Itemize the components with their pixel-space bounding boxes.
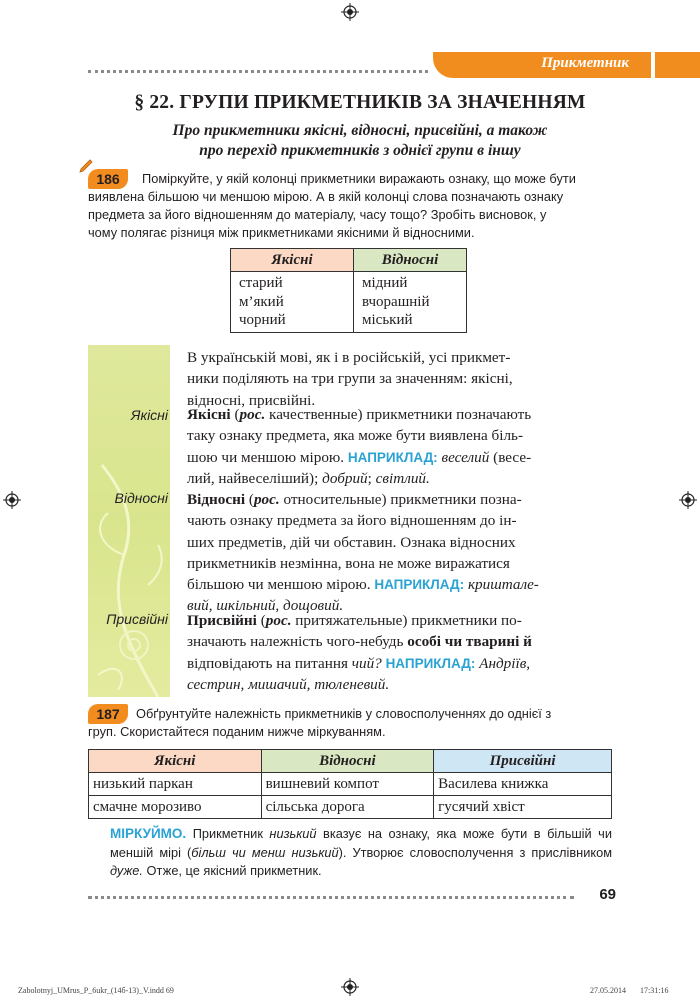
table-cell: смачне морозиво bbox=[89, 796, 262, 819]
footer-dotted-rule bbox=[88, 896, 574, 899]
table-186-header-relative: Відносні bbox=[354, 249, 467, 272]
rule-text: прикметники по- bbox=[411, 612, 522, 629]
example-word: вий, шкільний, дощовий. bbox=[187, 597, 344, 615]
table-cell: сільська дорога bbox=[261, 796, 434, 819]
table-cell: вчорашній bbox=[362, 293, 430, 310]
rule-intro bbox=[187, 347, 612, 411]
rule-line: В українській мові, як і в російській, усі прикмет- bbox=[187, 349, 511, 366]
table-cell: Василева книжка bbox=[434, 773, 612, 796]
rule-qualitative: Якісні (рос. качественные) прикметники позначають таку ознаку предмета, яка може бути виявлена біль- шою чи меншою мірою. НАПРИКЛАД: веселий (весе- лий, найвеселіший); добрий; світлий. bbox=[187, 404, 612, 489]
table-cell: гусячий хвіст bbox=[434, 796, 612, 819]
floral-ornament-icon bbox=[88, 345, 170, 697]
hint-text: Прикметник bbox=[192, 826, 263, 841]
subtitle-line-2: про перехід прикметників з однієї групи в іншу bbox=[199, 142, 521, 159]
hint-text: меншій мірі ( bbox=[110, 844, 192, 860]
rule-line: відносні, присвійні. bbox=[187, 391, 316, 409]
example-word: Андріїв, bbox=[479, 654, 531, 672]
exercise-187-line-2: груп. Скористайтеся поданим нижче міркуванням. bbox=[88, 724, 386, 739]
side-label-possessive: Присвійні bbox=[106, 611, 168, 627]
example-word: кришталe- bbox=[467, 576, 539, 594]
rule-line: ших предметів, дій чи обставин. Ознака відносних bbox=[187, 533, 516, 551]
rule-line: таку ознаку предмета, яка може бути виявлена біль- bbox=[187, 427, 524, 445]
rus-abbr: рос. bbox=[265, 612, 292, 629]
page-title: § 22. ГРУПИ ПРИКМЕТНИКІВ ЗА ЗНАЧЕННЯМ bbox=[134, 92, 586, 113]
rule-text: більшою чи меншою мірою. bbox=[187, 576, 371, 594]
exercise-186-line-4: чому полягає різниця між прикметниками якісними й відносними. bbox=[88, 225, 475, 240]
rule-line: прикметників незмінна, вона не може виражатися bbox=[187, 554, 510, 572]
rus-abbr: рос. bbox=[239, 406, 266, 423]
rule-line: ники поділяють на три групи за значенням: якісні, bbox=[187, 370, 513, 388]
rus-word: относительные bbox=[283, 491, 382, 508]
rule-bold: й bbox=[523, 633, 532, 651]
side-label-qualitative: Якісні bbox=[130, 407, 168, 423]
table-187 bbox=[88, 749, 612, 819]
table-cell: вишневий компот bbox=[261, 773, 434, 796]
example-word: добрий bbox=[322, 469, 368, 487]
rule-sidebar bbox=[88, 345, 170, 697]
term-possessive: Присвійні bbox=[187, 612, 257, 629]
table-cell: старий bbox=[239, 275, 283, 291]
hint-text: ). Утворює словосполучення з прислівником bbox=[338, 844, 613, 860]
registration-mark-right bbox=[679, 491, 697, 509]
rule-bold: особі чи тварині bbox=[407, 633, 520, 651]
subtitle-line-1: Про прикметники якісні, відносні, присвійні, а також bbox=[172, 122, 548, 139]
term-qualitative: Якісні bbox=[187, 406, 231, 423]
header-dotted-rule bbox=[88, 70, 428, 73]
table-187-header-relative: Відносні bbox=[261, 750, 434, 773]
table-186-col-qualitative bbox=[231, 272, 354, 333]
section-tab-edge bbox=[655, 52, 700, 78]
rus-word: качественные bbox=[269, 406, 358, 423]
term-relative: Відносні bbox=[187, 491, 246, 508]
rus-word: притяжательные bbox=[295, 612, 403, 629]
example-word: сестрин, мишачий, тюленевий. bbox=[187, 675, 390, 693]
hint-text: вказує на ознаку, яка може бути в більшій чи bbox=[323, 826, 612, 841]
hint-word: дуже. bbox=[110, 863, 143, 878]
table-cell: низький паркан bbox=[89, 773, 262, 796]
example-word: веселий bbox=[441, 448, 490, 466]
section-tab-label: Прикметник bbox=[541, 55, 629, 71]
table-row bbox=[89, 773, 612, 796]
example-label: НАПРИКЛАД: bbox=[385, 655, 476, 671]
example-label: НАПРИКЛАД: bbox=[347, 449, 438, 465]
hint-word: більш чи менш низький bbox=[191, 844, 339, 860]
registration-mark-left bbox=[3, 491, 21, 509]
registration-mark-bottom bbox=[341, 978, 359, 996]
rule-text: прикметники позна- bbox=[390, 491, 522, 508]
rule-line: чають ознаку предмета за його відношенням до ін- bbox=[187, 512, 517, 530]
example-word: світлий. bbox=[375, 469, 430, 487]
hint-text: Отже, це якісний прикметник. bbox=[146, 863, 322, 878]
footer-date: 27.05.2014 bbox=[590, 986, 626, 995]
rule-text: відповідають на питання bbox=[187, 654, 348, 672]
example-word: (весе- bbox=[493, 448, 532, 466]
rule-text: прикметники позначають bbox=[366, 406, 532, 423]
footer-time: 17:31:16 bbox=[640, 986, 669, 995]
table-cell: чорний bbox=[239, 312, 286, 328]
footer-filename: Zabolotnyj_UMrus_P_6ukr_(14б-13)_V.indd 69 bbox=[18, 986, 174, 995]
rus-abbr: рос. bbox=[253, 491, 280, 508]
rule-text: значають належність чого-небудь bbox=[187, 633, 404, 651]
registration-mark-top bbox=[341, 3, 359, 21]
table-186-header-qualitative: Якісні bbox=[231, 249, 354, 272]
hint-word: низький bbox=[269, 826, 317, 841]
rule-possessive: Присвійні (рос. притяжательные) прикметники по- значають належність чого-небудь особі чи тварині й відповідають на питання чий? НАПРИКЛАД: Андріїв, сестрин, мишачий, тюленевий. bbox=[187, 612, 532, 693]
exercise-187-line-1: Обґрунтуйте належність прикметників у словосполученнях до однієї з bbox=[136, 706, 552, 721]
exercise-186-line-1: Поміркуйте, у якій колонці прикметники виражають ознаку, що може бути bbox=[142, 171, 576, 186]
hint-label: МІРКУЙМО. bbox=[110, 826, 187, 841]
example-label: НАПРИКЛАД: bbox=[374, 577, 465, 593]
table-cell: мідний bbox=[362, 275, 408, 291]
table-cell: м’який bbox=[239, 293, 284, 310]
page-number: 69 bbox=[599, 886, 616, 903]
exercise-number-186: 186 bbox=[88, 169, 128, 189]
question-word: чий? bbox=[351, 654, 382, 672]
table-187-header-qualitative: Якісні bbox=[89, 750, 262, 773]
exercise-number-187: 187 bbox=[88, 704, 128, 724]
table-row bbox=[89, 796, 612, 819]
exercise-186-line-3: предмета за його відношенням до матеріалу, часу тощо? Зробіть висновок, у bbox=[88, 207, 547, 222]
rule-text: лий, найвеселіший) bbox=[187, 469, 315, 487]
reasoning-hint bbox=[110, 825, 612, 881]
side-label-relative: Відносні bbox=[114, 490, 168, 506]
rule-text: шою чи меншою мірою. bbox=[187, 448, 345, 466]
exercise-186-line-2: виявлена більшою чи меншою мірою. А в якій колонці слова позначають ознаку bbox=[88, 189, 564, 204]
table-186-col-relative bbox=[354, 272, 467, 333]
table-187-header-possessive: Присвійні bbox=[434, 750, 612, 773]
section-tab bbox=[433, 52, 651, 78]
table-cell: міський bbox=[362, 312, 413, 328]
rule-relative: Відносні (рос. относительные) прикметники позна- чають ознаку предмета за його відношенням до ін- ших предметів, дій чи обставин. Ознака відносних прикметників незмінна, вона не може виражатися більшою чи меншою мірою. НАПРИКЛАД: кришталe- вий, шкільний, дощовий. bbox=[187, 489, 612, 617]
table-186 bbox=[230, 248, 467, 333]
